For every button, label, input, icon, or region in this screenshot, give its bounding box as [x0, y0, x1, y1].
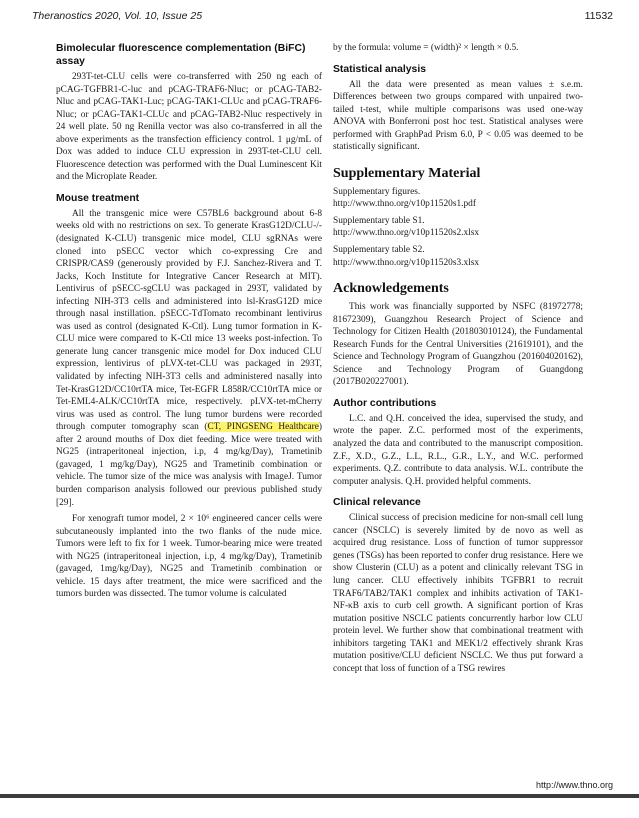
supp-item-table-s2: Supplementary table S2. [333, 245, 425, 256]
section-title-supplementary: Supplementary Material [333, 165, 481, 181]
section-title-clinical-relevance: Clinical relevance [333, 497, 421, 509]
supp-link-table-s1[interactable]: http://www.thno.org/v10p11520s2.xlsx [333, 228, 480, 239]
footer-divider [0, 794, 639, 798]
left-column [56, 42, 322, 601]
supp-link-figures[interactable]: http://www.thno.org/v10p11520s1.pdf [333, 199, 476, 210]
highlighted-text: CT, PINGSENG Healthcare [207, 422, 319, 433]
right-column [333, 42, 583, 675]
paragraph-statistics: All the data were presented as mean values ± s.e.m. Differences between two groups compared with unpaired two-tailed t-test, while multiple comparisons was used one-way ANOVA with Bonferroni post hoc test. Statistical analyses were performed with GraphPad Prism 6.0, P < 0.05 was deemed to be statistically significant. [333, 79, 583, 153]
page-number: 11532 [584, 10, 613, 22]
paragraph-mouse-treatment [56, 208, 322, 509]
paragraph-bifc: 293T-tet-CLU cells were co-transferred with 250 ng each of pCAG-TGFBR1-C-luc and pCAG-TRAF6-Nluc; or pCAG-TAB2-Nluc and pCAG-TAK1-Luc; pCAG-TAK1-CLUc and pCAG-TRAF6-Nluc; or pCAG-TAK1-CLUc and pCAG-TAB2-Nluc respectively in 24 well plate. 50 ng Renilla vector was also co-transferred in all the above experiments as the transfection efficiency control. 1 μg/mL of Dox was added to induce CLU expression in 293T-tet-CLU cell. Fluorescence detection was performed with the Dual Luminescent Kit and the Microplate Reader. [56, 72, 322, 183]
supp-item-figures: Supplementary figures. [333, 186, 421, 197]
section-title-bifc: Bimolecular fluorescence complementation (BiFC) assay [56, 43, 306, 67]
running-header [32, 10, 613, 26]
section-title-statistics: Statistical analysis [333, 63, 426, 75]
section-title-mouse: Mouse treatment [56, 192, 140, 204]
journal-citation: Theranostics 2020, Vol. 10, Issue 25 [32, 10, 203, 22]
paragraph-xenograft: For xenograft tumor model, 2 × 10⁶ engineered cancer cells were subcutaneously implanted into the two flanks of the nude mice. Tumors were left to fix for 1 week. Tumor-bearing mice were treated with NG25 (intraperitoneal injection, i.p, 4 mg/kg/Day), Trametinib (gavaged, 1mg/kg/Day), NG25 and Trametinib combination or vehicle. 15 days after treatment, the mice were sacrificed and the tumors burden was dissected. The tumor volume is calculated [56, 514, 322, 600]
supp-link-table-s2[interactable]: http://www.thno.org/v10p11520s3.xlsx [333, 257, 480, 268]
paragraph-formula: by the formula: volume = (width)² × length × 0.5. [333, 43, 519, 53]
paragraph-author-contributions: L.C. and Q.H. conceived the idea, supervised the study, and wrote the paper. Z.C. performed most of the experiments, analyzed the data and contributed to the manuscript composition. Z.F., X.D., G.Z., L.L, R.L., G.R., L.Y., and W.C. performed experiments. Q.Z. contribute to data analysis. W.L. contribute the computer analysis. Q.H. provided helpful comments. [333, 413, 583, 487]
supp-item-table-s1: Supplementary table S1. [333, 215, 425, 226]
section-title-author-contributions: Author contributions [333, 397, 437, 409]
mouse-text-after: ) after 2 around mouths of Dox diet feeding. Mice were treated with NG25 (intraperitoneal injection, i.p, 4 mg/kg/Day), Trametinib (gavaged, 1 mg/kg/Day), NG25 and Trametinib combination or vehicle. The tumor size of the mice was analysis with ImageJ. Tumor burden comparison analysis followed our previous published study [29]. [56, 422, 322, 508]
footer-url[interactable]: http://www.thno.org [535, 780, 613, 790]
paragraph-acknowledgements: This work was financially supported by NSFC (81972778; 81672309), Guangzhou Research Project of Science and Technology for Citizen Health (201803010124), the Fundamental Research Funds for the Central Universities (21619101), and the Science and Technology Program of Guangzhou (201604020162), Science and Technology Program of Guangdong (2017B020227001). [333, 302, 583, 388]
mouse-text-before: All the transgenic mice were C57BL6 background about 6-8 weeks old with no restrictions on sex. To generate KrasG12D/CLU-/- (designated K-CLU) transgenic mice model, CLU sgRNAs were cloned into pSECC vector which co-expressing Cre and CRISPR/CAS9 (generously provided by F.J. Sanchez-Rivera and T. Jacks, Koch Institute for Integrative Cancer Research at MIT). Lentivirus of pSECC-sgCLU was packaged in 293T, validated by infecting NIH-3T3 cells and administered into lsl-KrasG12D mice through nasal instillation. pSECC-TdTomato recombinant lentivirus was used as control (designated K-Ctl). Lung tumor formation in K-CLU mice were compared to K-Ctl mice 13 weeks post-infection. To generate lung cancer transgenic mice model for Dox induced CLU expression, lentivirus of pLVX-tet-CLU was packaged in 293T, validated by infecting NIH-3T3 cells and administered nasally into Tet-KrasG12D/CC10rtTA mice, Tet-EGFR L858R/CC10rtTA mice or Tet-EML4-ALK/CC10rtTA mice, respectively. pLVX-tet-mCherry virus was used as control. The lung tumor burdens were recorded through computer tomography scan ( [56, 208, 322, 433]
section-title-acknowledgements: Acknowledgements [333, 281, 449, 297]
paragraph-clinical-relevance: Clinical success of precision medicine for non-small cell lung cancer (NSCLC) is severely limited by de novo as well as acquired drug resistance. Loss of function of tumor suppressor genes (TSGs) has been reported to confer drug resistance. Here we show Clusterin (CLU) as a potent and clinically relevant TSG in lung cancer. CLU effectively inhibits TGFBR1 to recruit TRAF6/TAB2/TAK1 complex and inhibits activation of TAK1-NF-κB axis to curb cell growth. A significant portion of Kras mutation positive NSCLC patients concurrently harbor low CLU protein level. We further show that combinational treatment with inhibitors targeting TAK1 and MEK1/2 effectively shrank Kras mutation positive/CLU deficient NSCLC. We thus put forward a concept that loss of function of a TSG rewires [333, 513, 583, 674]
